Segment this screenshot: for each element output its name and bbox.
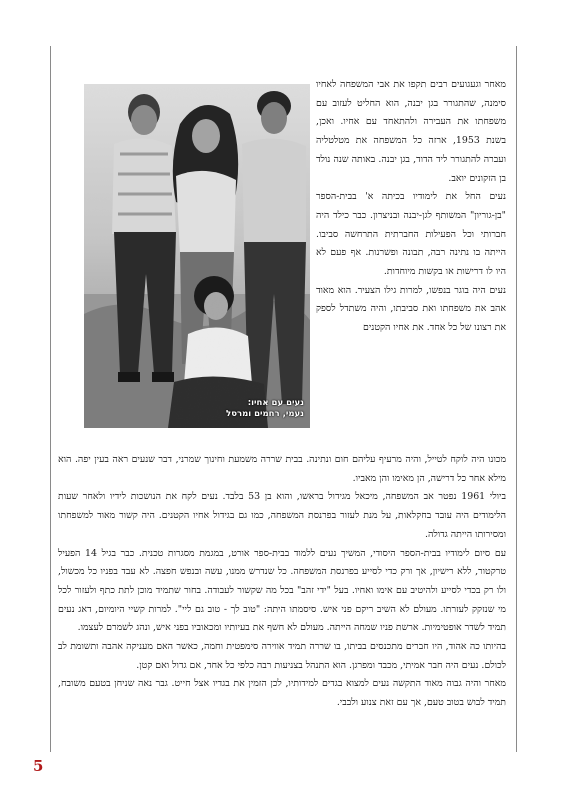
side-paragraph-3: נעים היה בוגר בנפשו, למרות גילו הצעיר. הוא מאוד אהב את משפחתו ואת סביבתו, והיה משתדל לספק את רצונו של כל אחד. את אחיו הקטנים — [316, 284, 506, 334]
photo-caption-line2: נעמי, רחמים ומרסל — [226, 409, 304, 419]
page-number: 5 — [33, 757, 44, 775]
photo-caption-line1: נעים עם אחיו: — [247, 398, 304, 408]
body-paragraph-3: עם סיום לימודיו בבית-הספר היסודי, המשיך נעים ללמוד בבית-ספר אורט, במגמת מסגרות טכנית. כבר בגיל 14 הפעיל טרקטור, ללא רישיון, אך ורק כדי לסייע בפרנסת המשפחה. כל שנדרש ממנו, עשה ובנפש חפצה. לא עבד בפניו כל מכשול, ולו רק בכדי לסייע ולהיטיב עם אימו ואחיו. בעל "ידי זהב" בכל מה שקשור לעבודה. בחור שתמיד מוכן לתת כתף ולעזור לכל מי שנזקק לעזרתו. מעולם לא השיב ריקם פני איש. סיסמתו היתה: "טוב לך - טוב גם ליי". למרות קשיי היומיום, דאג נעים תמיד לשדר אופטימיות. ארשת פניו שמחה הייתה. מעולם לא חשף את בעיותיו ומכאוביו בפני איש, ונהג לשמרם לעצמו. — [58, 547, 507, 634]
side-paragraph-2: נעים החל את לימודיו בכיתה א' בבית-הספר "בן-גוריון" המשותף לגן-יבנה ובניצרון. כבר כילד היה חברותי וכל הפעילות החברתית התרחשה סביבו. הייתה בו נתינה רבה, תבונה ופשרנות. אף פעם לא היו לו דרישות או בקשות מיוחדות. — [316, 191, 506, 278]
main-text-column — [58, 451, 506, 713]
photo-illustration — [84, 84, 310, 428]
body-paragraph-2: ביולי 1961 נפטר אב המשפחה, מיכאל מגידול בראשו, והוא בן 53 בלבד. נעים לקח את הנושכות לידיו ולאחר שעות הלימודים היה עובד בחקלאות, על מנת לעזור בפרנסת המשפחה, כמו גם בגידול אחיו הקטנים. היה קשור מאוד למשפחתו ומסירותו הייתה גדולה. — [58, 491, 506, 540]
side-text-column — [316, 76, 506, 338]
body-paragraph-5: מאחר והיה גבוה מאוד התקשה נעים למצוא בגדים למידותיו, לכן הזמין את בגדיו אצל חייט. גבר נאה שניחן בטעם משובח, תמיד לבוש בטוב טעם, אך עם זאת צנוע ולבבי. — [58, 678, 506, 709]
body-paragraph-1: מכונו היה לוקח לטייל, והיה מרעיף עליהם חום ונתינה. בבית שררה משמעת וחינוך שמרני, דבר שנעים ראה בעין יפה. הוא מילא אחר כל דרישה, הן מאימו והן מאביו. — [58, 454, 506, 484]
left-margin-rule — [50, 46, 51, 752]
right-margin-rule — [516, 46, 517, 752]
family-photo — [84, 84, 310, 428]
photo-caption — [226, 398, 304, 420]
body-paragraph-4: בהיותו כה אהוד, היו חברים מתכנסים בביתו, בו שררה תמיד אווירה סימפטית וחמה, כאשר האם מעניקה אהבה ותשומת לב לכולם. נעים היה חבר אמיתי, מכבד ומפרגן. הוא התנהל בצניעות רבה כלפי כל אחד, אם גדול ואם קטן. — [58, 641, 506, 671]
side-paragraph-1: מאחר וגעגועים רבים תקפו את אבי המשפחה לאחיו סימנה, שהתגורר בגן יבנה, הוא החליט לעזוב עם משפחתו את העבירה ולהתאחד עם אחיו. ואכן, בשנת 1953, ארזה כל המשפחה את מטלטליה ועברה להתגורר ליד הדוד, בגן יבנה. באותה שנה נולד בן הזקונים יואב. — [316, 79, 506, 184]
